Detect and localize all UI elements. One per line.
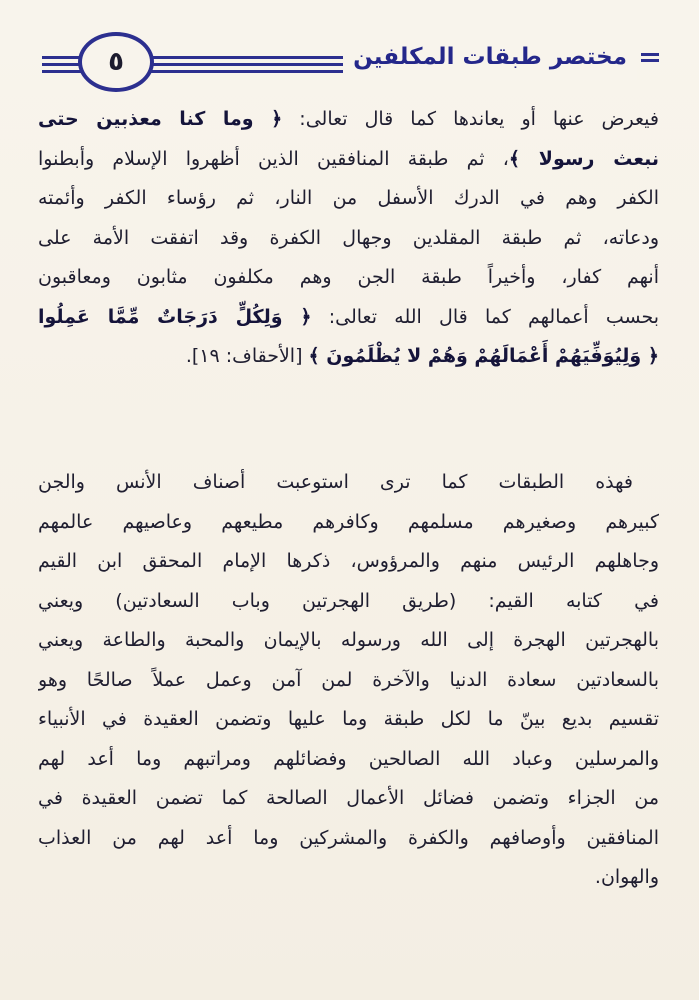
text-line: والمرسلين وعباد الله الصالحين وفضائلهم ومراتبهم وما أعد لهم <box>38 747 659 770</box>
header-ornament <box>641 53 659 65</box>
quran-verse: ﴿ وَلِيُوَفِّيَهُمْ أَعْمَالَهُمْ وَهُمْ لا يُظْلَمُونَ ﴾ <box>308 345 659 367</box>
book-title: مختصر طبقات المكلفين <box>343 34 637 80</box>
quran-verse: ﴿ وَلِكُلٍّ دَرَجَاتٌ مِّمَّا عَمِلُوا <box>38 305 312 328</box>
text-line: بالهجرتين الهجرة إلى الله ورسوله بالإيمان والمحبة والطاعة ويعني <box>38 629 659 651</box>
text-line: المنافقين وأوصافهم والكفرة والمشركين وما أعد لهم من العذاب <box>38 826 659 849</box>
text-line: ودعاته، ثم طبقة المقلدين وجهال الكفرة وقد اتفقت الأمة على <box>38 226 659 249</box>
text-line: فهذه الطبقات كما ترى استوعبت أصناف الأنس والجن <box>38 471 633 493</box>
text-line: فيعرض عنها أو يعاندها كما قال تعالى: ﴿ وما كنا معذبين حتى <box>38 108 659 130</box>
text-line: والهوان. <box>594 866 659 888</box>
page-header <box>0 0 699 110</box>
text-line: تقسيم بديع بينّ ما لكل طبقة وما عليها وتضمن العقيدة في الأنبياء <box>38 708 659 730</box>
text-line: بحسب أعمالهم كما قال الله تعالى: ﴿ وَلِكُلٍّ دَرَجَاتٌ مِّمَّا عَمِلُوا <box>38 305 659 328</box>
text-line: الكفر وهم في الدرك الأسفل من النار، ثم رؤساء الكفر وأئمته <box>38 187 659 209</box>
text-line: وجاهلهم الرئيس منهم والمرؤوس، ذكرها الإمام المحقق ابن القيم <box>38 550 659 572</box>
quran-verse: نبعث رسولا ﴾ <box>508 147 659 170</box>
quran-verse: ﴿ وما كنا معذبين حتى <box>38 108 283 130</box>
text-line <box>38 337 659 377</box>
paragraph-2 <box>38 463 659 898</box>
paragraph-1 <box>38 100 659 377</box>
text-line: من الجزاء وتضمن فضائل الأعمال الصالحة كما تضمن العقيدة في <box>38 787 659 809</box>
text-line: بالسعادتين سعادة الدنيا والآخرة لمن آمن وعمل عملاً صالحًا وهو <box>38 668 659 691</box>
text-line: نبعث رسولا ﴾، ثم طبقة المنافقين الذين أظهروا الإسلام وأبطنوا <box>38 147 659 170</box>
citation: [الأحقاف: ١٩]. <box>185 345 309 367</box>
text-line: في كتابه القيم: (طريق الهجرتين وباب السعادتين) ويعني <box>38 589 659 612</box>
text-line: أنهم كفار، وأخيراً طبقة الجن وهم مكلفون مثابون ومعاقبون <box>38 266 659 288</box>
page-number: ٥ <box>78 32 154 92</box>
text-line: كبيرهم وصغيرهم مسلمهم وكافرهم مطيعهم وعاصيهم عالمهم <box>38 510 659 533</box>
